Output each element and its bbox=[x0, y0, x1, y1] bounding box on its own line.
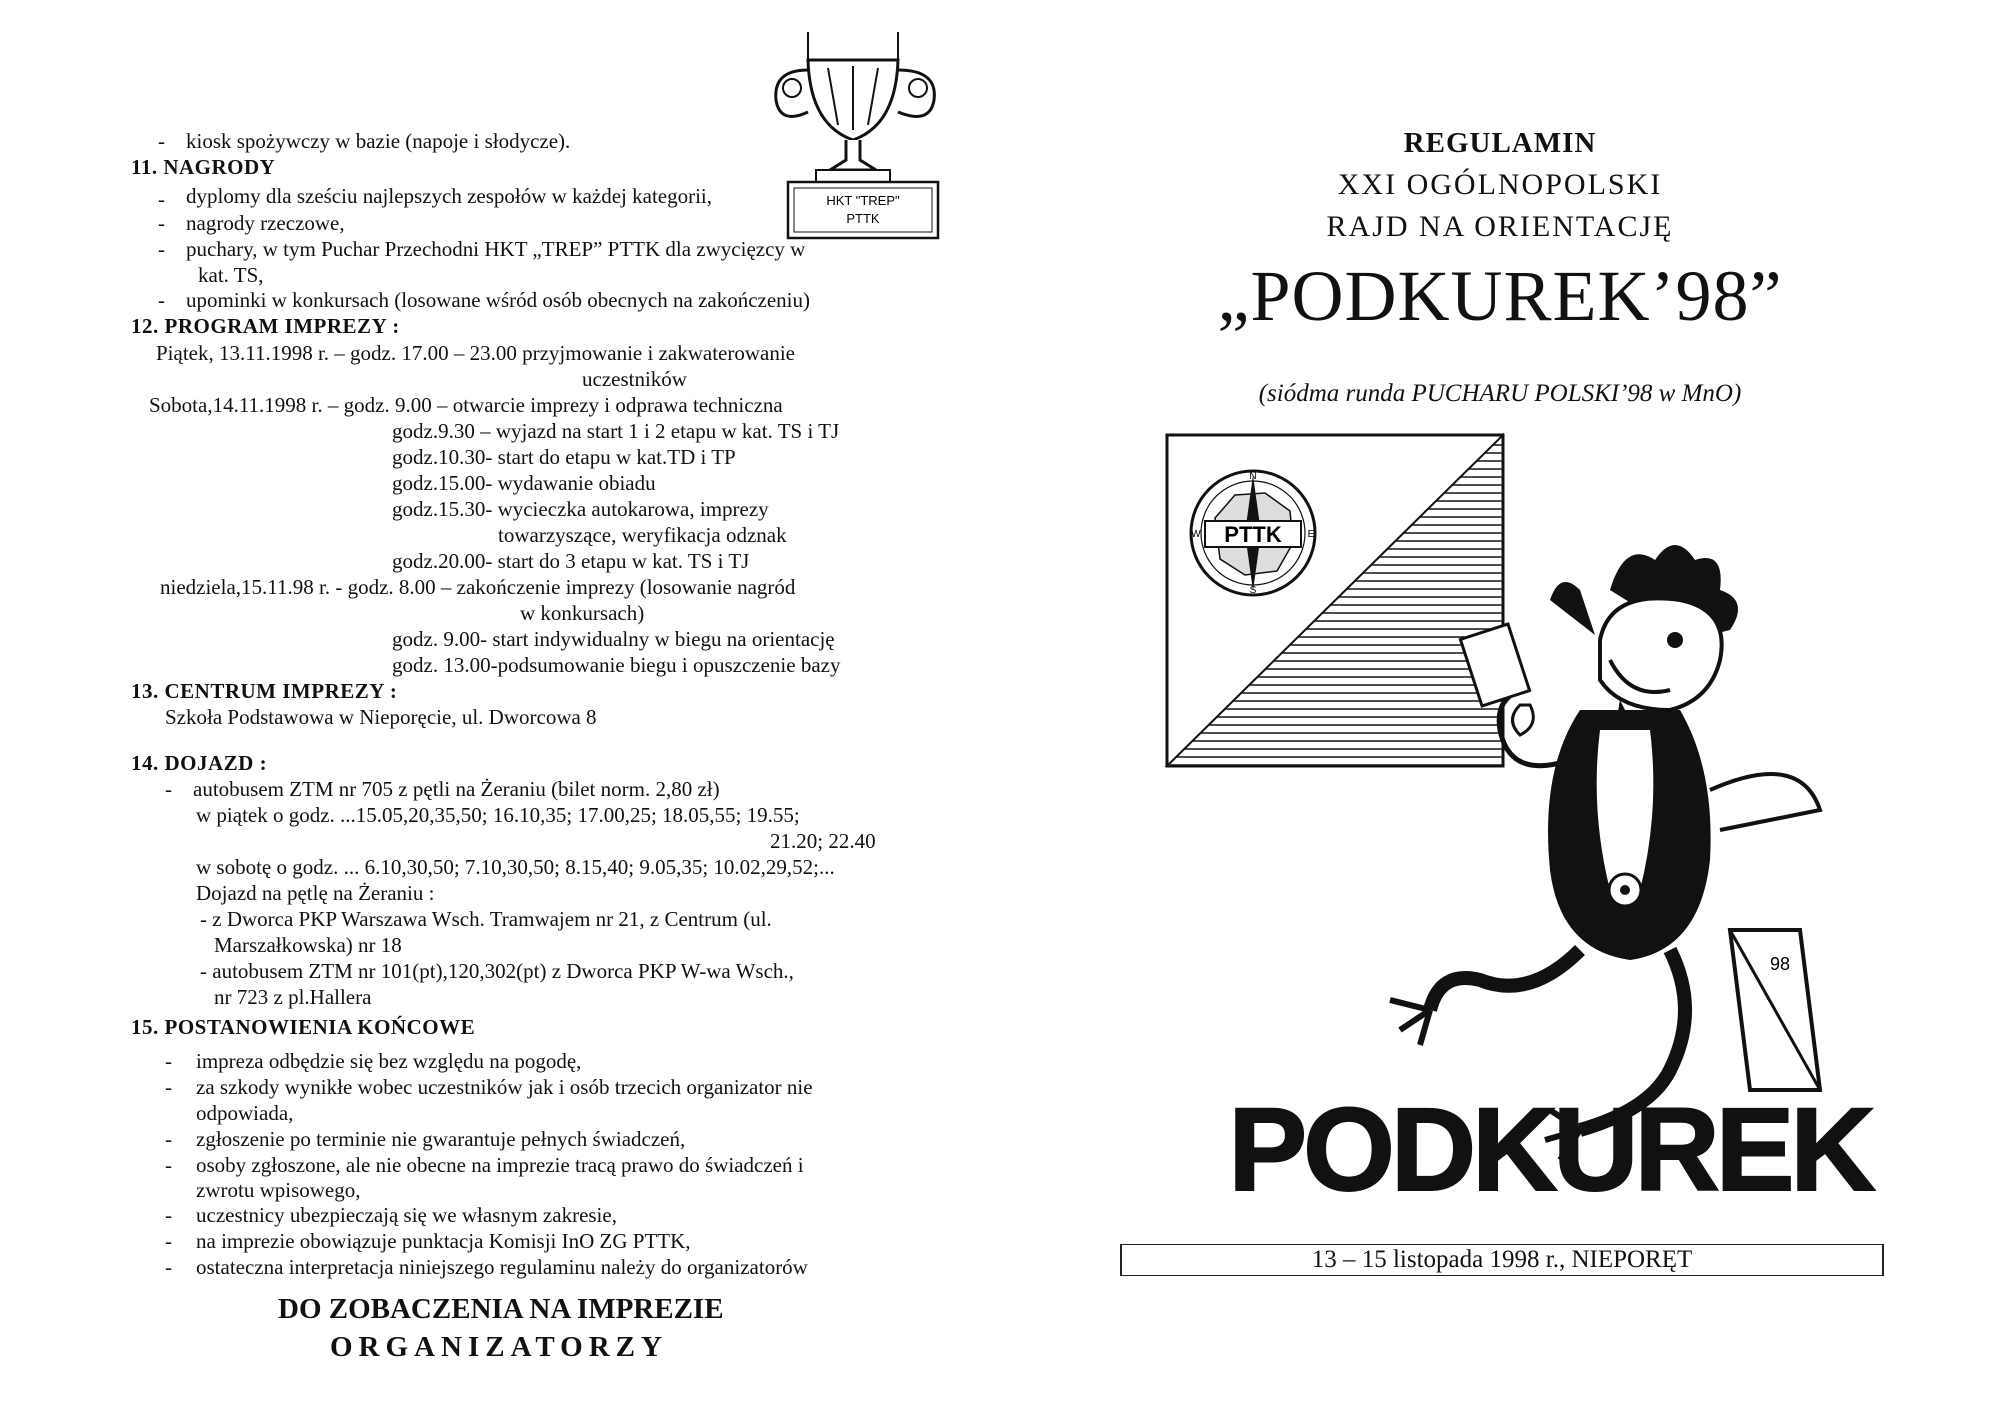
text-line: za szkody wynikłe wobec uczestników jak i osób trzecich organizator nie bbox=[196, 1075, 813, 1099]
text-line: kat. TS, bbox=[198, 263, 264, 287]
section-heading-program: 12. PROGRAM IMPREZY : bbox=[131, 314, 400, 338]
emblem-s: S bbox=[1249, 585, 1257, 596]
text-line: w piątek o godz. ...15.05,20,35,50; 16.10,35; 17.00,25; 18.05,55; 19.55; bbox=[196, 803, 800, 827]
emblem-e: E bbox=[1307, 529, 1315, 540]
text-line: autobusem ZTM nr 705 z pętli na Żeraniu (bilet norm. 2,80 zł) bbox=[193, 777, 720, 801]
event-edition: XXI OGÓLNOPOLSKI bbox=[1337, 168, 1663, 201]
text-line: godz.15.00- wydawanie obiadu bbox=[392, 471, 656, 495]
emblem-text: PTTK bbox=[1224, 522, 1282, 547]
text-line: upominki w konkursach (losowane wśród osób obecnych na zakończeniu) bbox=[186, 288, 811, 312]
text-line: impreza odbędzie się bez względu na pogodę, bbox=[196, 1049, 582, 1073]
text-line: w konkursach) bbox=[520, 601, 645, 625]
text-line: Sobota,14.11.1998 r. – godz. 9.00 – otwarcie imprezy i odprawa techniczna bbox=[149, 393, 783, 417]
section-heading-dojazd: 14. DOJAZD : bbox=[131, 751, 268, 775]
left-page: HKT "TREP" PTTK - - - - - - - - - - - - - kiosk spożywczy w bazie (napoje i słodycze). 11. NAGRODY dyplomy dla sześciu najlepszych zespołów w każdej kategorii, nagrody rzeczowe, puchary, w tym Puchar Przechodni HKT „TREP” PTTK dla zwycięzcy w kat. TS, upominki w konkursach (losowane wśród osób obecnych na zakończeniu) 12. PROGRAM IMPREZY : Piątek, 13.11.1998 r. – godz. 17.00 – 23.00 przyjmowanie i zakwaterowanie uczestników Sobota,14.11.1998 r. – godz. 9.00 – otwarcie imprezy i odprawa techniczna godz.9.30 – wyjazd na start 1 i 2 etapu w kat. TS i TJ godz.10.30- start do etapu w kat.TD i TP godz.15.00- wydawanie obiadu godz.15.30- wycieczka autokarowa, imprezy towarzyszące, weryfikacja odznak godz.20.00- start do 3 etapu w kat. TS i TJ niedziela,15.11.98 r. - godz. 8.00 – zakończenie imprezy (losowanie nagród w konkursach) godz. 9.00- start indywidualny w biegu na orientację godz. 13.00-podsumowanie biegu i opuszczenie bazy 13. CENTRUM IMPREZY : Szkoła Podstawowa w Nieporęcie, ul. Dworcowa 8 14. DOJAZD : autobusem ZTM nr 705 z pętli na Żeraniu (bilet norm. 2,80 zł) w piątek o godz. ...15.05,20,35,50; 16.10,35; 17.00,25; 18.05,55; 19.55; 21.20; 22.40 w sobotę o godz. ... 6.10,30,50; 7.10,30,50; 8.15,40; 9.05,35; 10.02,29,52;... Dojazd na pętlę na Żeraniu : - z Dworca PKP Warszawa Wsch. Tramwajem nr 21, z Centrum (ul. Marszałkowska) nr 18 - autobusem ZTM nr 101(pt),120,302(pt) z Dworca PKP W-wa Wsch., nr 723 z pl.Hallera 15. POSTANOWIENIA KOŃCOWE impreza odbędzie się bez względu na pogodę, za szkody wynikłe wobec uczestników jak i osób trzecich organizator nie odpowiada, zgłoszenie po terminie nie gwarantuje pełnych świadczeń, osoby zgłoszone, ale nie obecne na imprezie tracą prawo do świadczeń i zwrotu wpisowego, uczestnicy ubezpieczają się we własnym zakresie, na imprezie obowiązuje punktacja Komisji InO ZG PTTK, ostateczna interpretacja niniejszego regulaminu należy do organizatorów DO ZOBACZENIA NA IMPREZIE ORGANIZATORZY bbox=[0, 0, 1000, 1414]
text-line: Marszałkowska) nr 18 bbox=[214, 933, 402, 957]
text-line: Piątek, 13.11.1998 r. – godz. 17.00 – 23.00 przyjmowanie i zakwaterowanie bbox=[156, 341, 795, 365]
text-line: na imprezie obowiązuje punktacja Komisji InO ZG PTTK, bbox=[196, 1229, 691, 1253]
text-line: godz.20.00- start do 3 etapu w kat. TS i TJ bbox=[392, 549, 750, 573]
event-title: „PODKUREK’98” bbox=[1217, 256, 1783, 336]
text-line: w sobotę o godz. ... 6.10,30,50; 7.10,30,50; 8.15,40; 9.05,35; 10.02,29,52;... bbox=[196, 855, 835, 879]
regulamin-heading: REGULAMIN bbox=[1403, 127, 1597, 159]
text-line: godz. 13.00-podsumowanie biegu i opuszczenie bazy bbox=[392, 653, 841, 677]
event-subtitle: (siódma runda PUCHARU POLSKI’98 w MnO) bbox=[1258, 380, 1742, 407]
section-heading-nagrody: 11. NAGRODY bbox=[131, 155, 276, 179]
text-line: zwrotu wpisowego, bbox=[196, 1178, 361, 1202]
right-page bbox=[1000, 0, 2000, 1414]
text-line: - z Dworca PKP Warszawa Wsch. Tramwajem nr 21, z Centrum (ul. bbox=[200, 907, 772, 931]
text-line: Szkoła Podstawowa w Nieporęcie, ul. Dworcowa 8 bbox=[165, 705, 597, 729]
event-type: RAJD NA ORIENTACJĘ bbox=[1326, 210, 1674, 243]
text-line: towarzyszące, weryfikacja odznak bbox=[498, 523, 787, 547]
text-line: nagrody rzeczowe, bbox=[186, 211, 345, 235]
text-line: uczestników bbox=[582, 367, 687, 391]
text-line: dyplomy dla sześciu najlepszych zespołów w każdej kategorii, bbox=[186, 184, 713, 208]
logo-word: PODKUREK bbox=[1228, 1084, 1872, 1216]
text-line: Dojazd na pętlę na Żeraniu : bbox=[196, 881, 435, 905]
text-line: uczestnicy ubezpieczają się we własnym zakresie, bbox=[196, 1203, 617, 1227]
text-line: nr 723 z pl.Hallera bbox=[214, 985, 372, 1009]
text-line: godz. 9.00- start indywidualny w biegu na orientację bbox=[392, 627, 835, 651]
emblem-n: N bbox=[1249, 471, 1257, 482]
text-line: - autobusem ZTM nr 101(pt),120,302(pt) z Dworca PKP W-wa Wsch., bbox=[200, 959, 794, 983]
closing-signature: ORGANIZATORZY bbox=[330, 1331, 668, 1363]
text-line: kiosk spożywczy w bazie (napoje i słodycze). bbox=[186, 129, 571, 153]
trophy-plaque-line2: PTTK bbox=[846, 211, 880, 226]
emblem-w: W bbox=[1191, 529, 1201, 540]
text-line: odpowiada, bbox=[196, 1101, 294, 1125]
text-line: godz.9.30 – wyjazd na start 1 i 2 etapu w kat. TS i TJ bbox=[392, 419, 840, 443]
text-line: ostateczna interpretacja niniejszego regulaminu należy do organizatorów bbox=[196, 1255, 808, 1279]
trophy-plaque-line1: HKT "TREP" bbox=[826, 193, 900, 208]
text-line: godz.15.30- wycieczka autokarowa, imprezy bbox=[392, 497, 769, 521]
flag-text: 98 bbox=[1769, 954, 1791, 974]
trophy-icon bbox=[768, 30, 948, 245]
event-date-place: 13 – 15 listopada 1998 r., NIEPORĘT bbox=[1120, 1244, 1884, 1276]
text-line: puchary, w tym Puchar Przechodni HKT „TREP” PTTK dla zwycięzcy w bbox=[186, 237, 806, 261]
closing-greeting: DO ZOBACZENIA NA IMPREZIE bbox=[278, 1293, 724, 1325]
text-line: zgłoszenie po terminie nie gwarantuje pełnych świadczeń, bbox=[196, 1127, 686, 1151]
text-line: niedziela,15.11.98 r. - godz. 8.00 – zakończenie imprezy (losowanie nagród bbox=[160, 575, 796, 599]
text-line: godz.10.30- start do etapu w kat.TD i TP bbox=[392, 445, 736, 469]
text-line: 21.20; 22.40 bbox=[770, 829, 876, 853]
section-heading-centrum: 13. CENTRUM IMPREZY : bbox=[131, 679, 398, 703]
text-line: osoby zgłoszone, ale nie obecne na imprezie tracą prawo do świadczeń i bbox=[196, 1153, 804, 1177]
section-heading-postanowienia: 15. POSTANOWIENIA KOŃCOWE bbox=[131, 1015, 476, 1039]
